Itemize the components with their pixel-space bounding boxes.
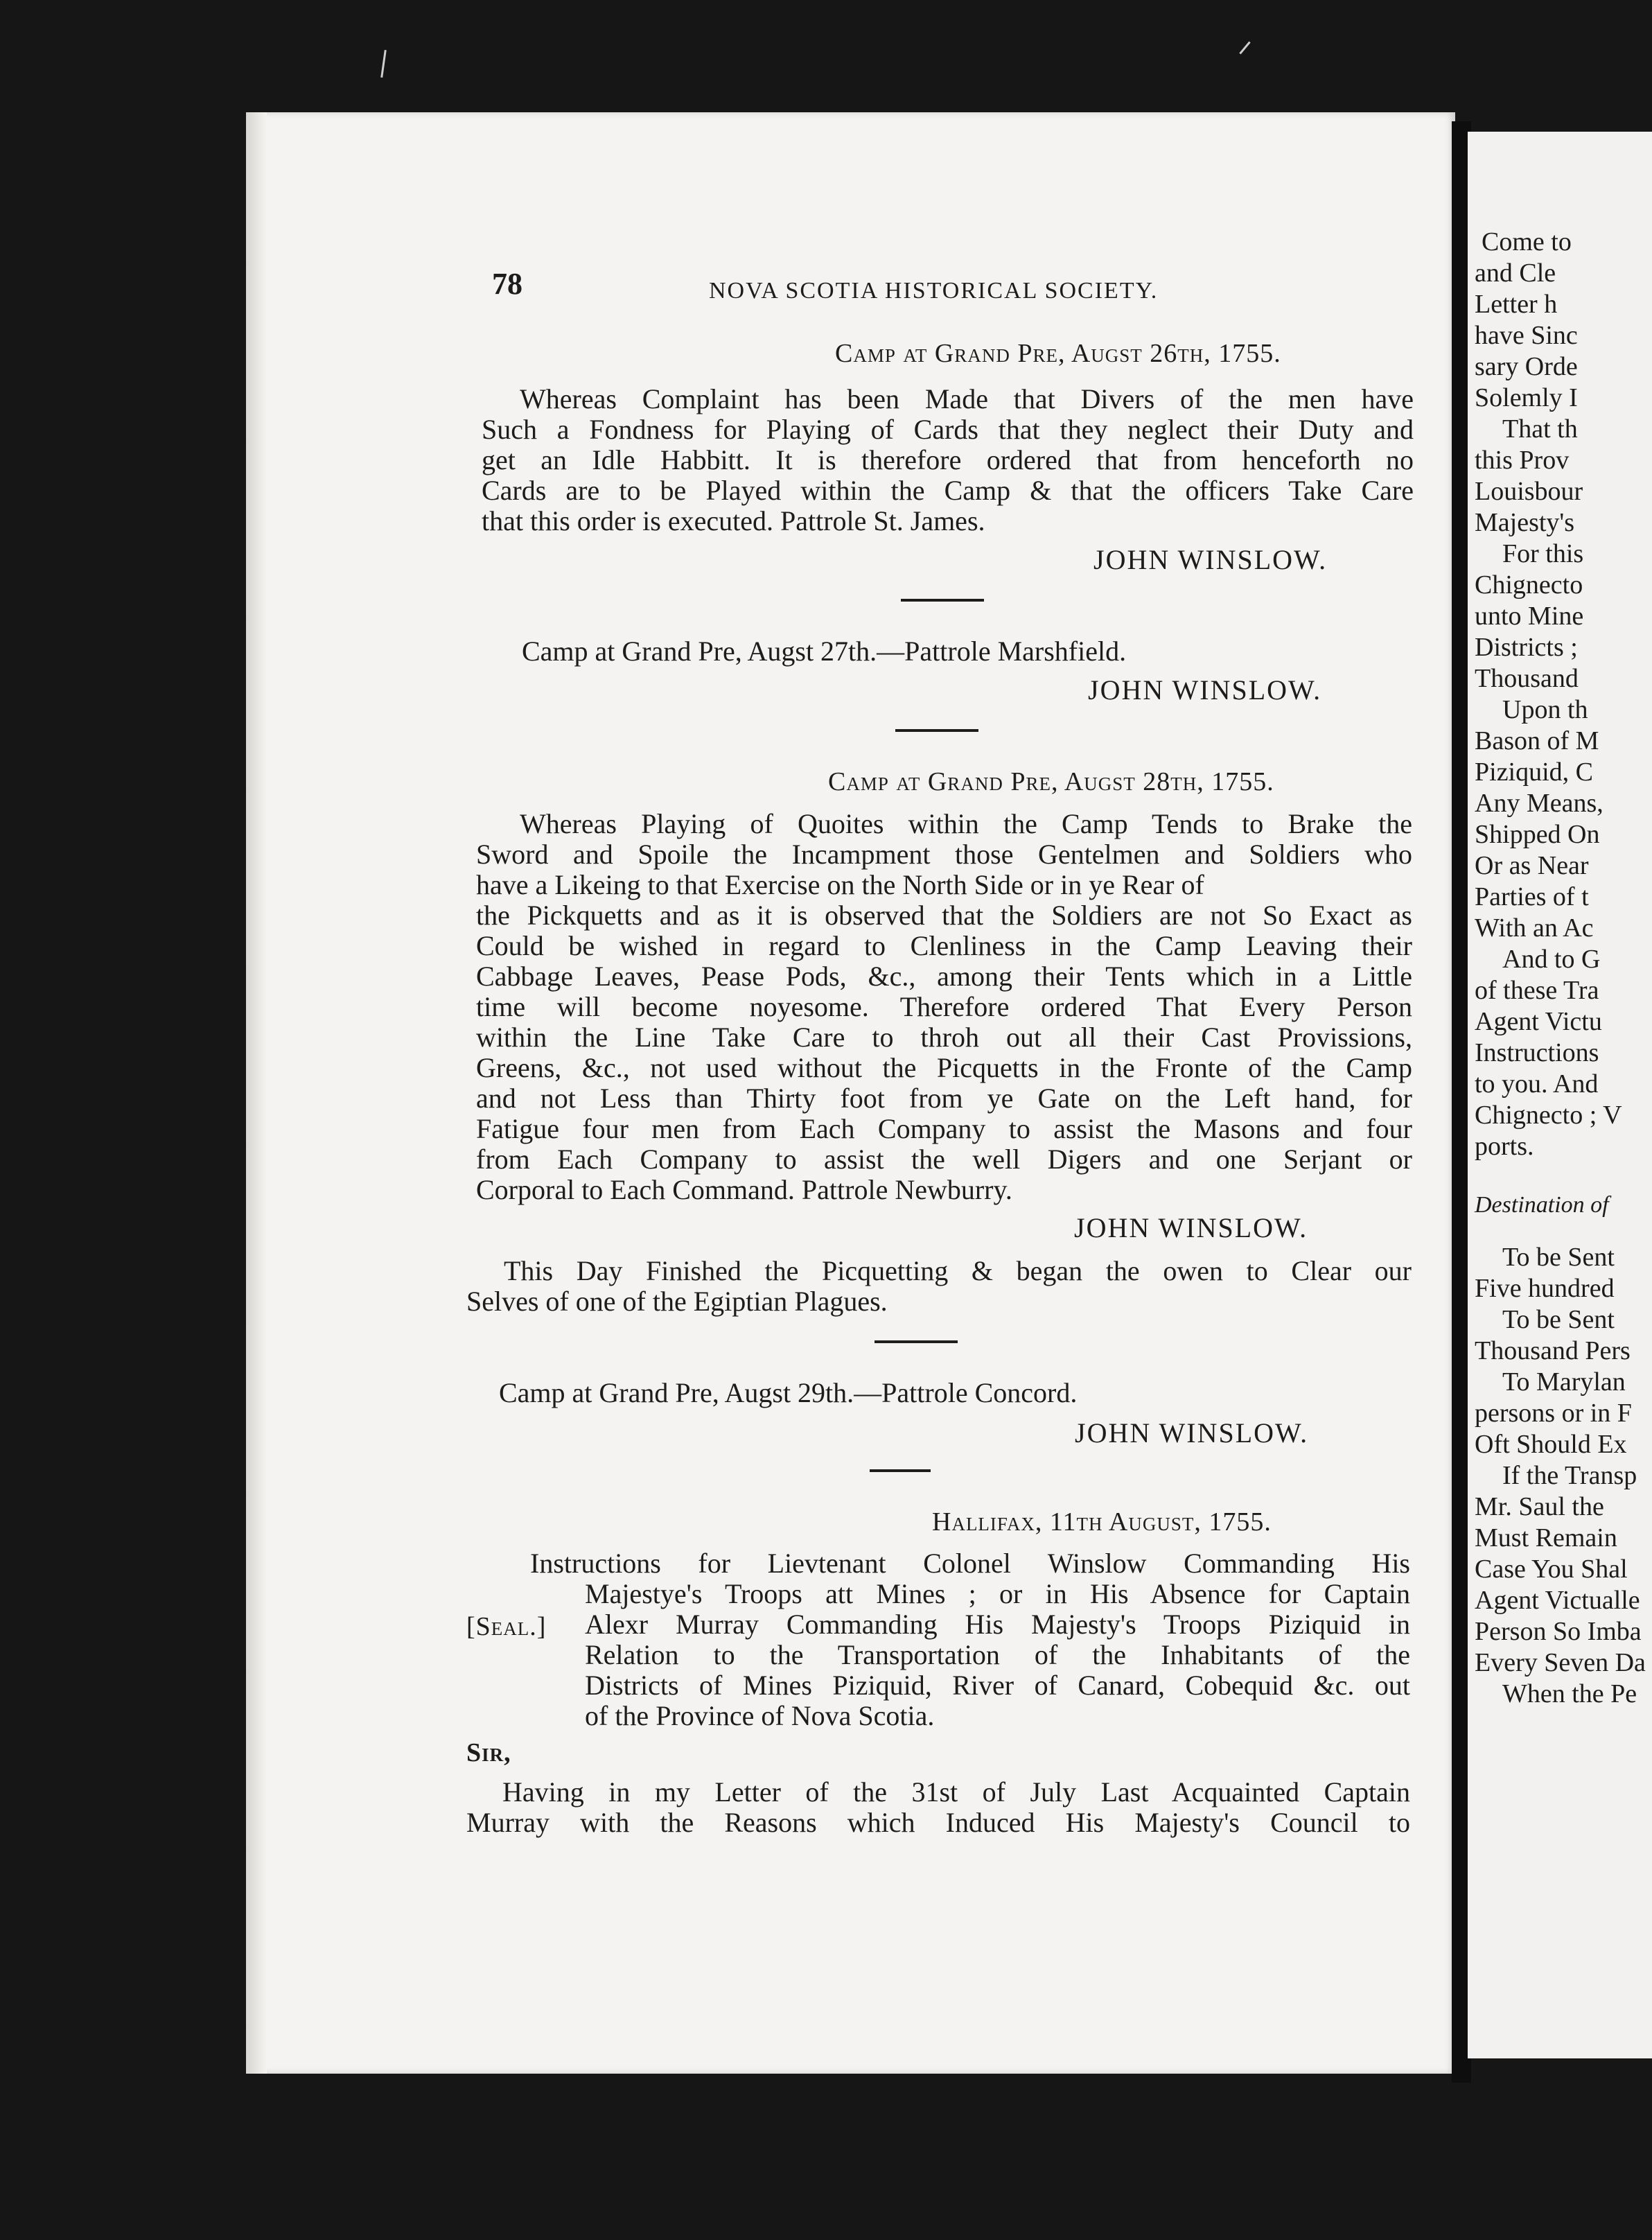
entry5-line: Alexr Murray Commanding His Majesty's Troops Piziquid in [585, 1609, 1410, 1640]
right-page-line: Come to [1482, 227, 1572, 256]
divider-rule [875, 1340, 958, 1343]
right-page-line: this Prov [1475, 446, 1570, 475]
right-page-line: Destination of [1475, 1192, 1609, 1218]
right-page-line: To be Sent [1502, 1243, 1615, 1272]
entry3-line: within the Line Take Care to throh out all their Cast Provissions, [476, 1022, 1412, 1053]
entry1-line: Such a Fondness for Playing of Cards that they neglect their Duty and [482, 414, 1414, 445]
running-head: NOVA SCOTIA HISTORICAL SOCIETY. [709, 278, 1159, 304]
right-page-line: And to G [1502, 945, 1601, 974]
entry3-line: Greens, &c., not used without the Picquetts in the Fronte of the Camp [476, 1052, 1412, 1083]
entry2-line: Camp at Grand Pre, Augst 27th.—Pattrole Marshfield. [522, 636, 1127, 667]
entry5-body-line: Murray with the Reasons which Induced His Majesty's Council to [466, 1807, 1410, 1838]
right-page-line: To be Sent [1502, 1305, 1615, 1334]
right-page-line: Must Remain [1475, 1523, 1617, 1552]
right-page-line: Or as Near [1475, 851, 1589, 880]
right-page-line: Agent Victu [1475, 1007, 1602, 1036]
right-page-line: Any Means, [1475, 789, 1603, 818]
entry5-line: Districts of Mines Piziquid, River of Canard, Cobequid &c. out [585, 1670, 1410, 1701]
right-page-line: and Cle [1475, 259, 1556, 288]
entry3-line: and not Less than Thirty foot from ye Gate on the Left hand, for [476, 1083, 1412, 1114]
entry3-line: Whereas Playing of Quoites within the Camp Tends to Brake the [520, 808, 1412, 839]
entry4-line: Camp at Grand Pre, Augst 29th.—Pattrole Concord. [499, 1377, 1078, 1408]
right-page-line: Oft Should Ex [1475, 1430, 1627, 1459]
entry3-line: Cabbage Leaves, Pease Pods, &c., among their Tents which in a Little [476, 961, 1412, 992]
divider-rule [901, 599, 984, 602]
entry5-line: Instructions for Lievtenant Colonel Winslow Commanding His [530, 1548, 1410, 1579]
right-page-line: To Marylan [1502, 1367, 1626, 1397]
entry1-heading: Camp at Grand Pre, Augst 26th, 1755. [835, 339, 1281, 368]
left-page [246, 112, 1455, 2074]
right-page-line: If the Transp [1502, 1461, 1637, 1490]
right-page-line: Louisbour [1475, 477, 1583, 506]
entry5-line: Majestye's Troops att Mines ; or in His Absence for Captain [585, 1578, 1410, 1609]
right-page [1468, 132, 1652, 2058]
right-page-line: Districts ; [1475, 633, 1578, 662]
right-page-line: of these Tra [1475, 976, 1599, 1005]
right-page-line: Every Seven Da [1475, 1648, 1646, 1677]
right-page-line: sary Orde [1475, 352, 1578, 381]
entry3-line: Corporal to Each Command. Pattrole Newburry. [476, 1174, 1012, 1205]
entry3-heading: Camp at Grand Pre, Augst 28th, 1755. [828, 767, 1274, 796]
right-page-line: Bason of M [1475, 726, 1599, 755]
right-page-line: Shipped On [1475, 820, 1600, 849]
entry3-line: from Each Company to assist the well Digers and one Serjant or [476, 1144, 1412, 1175]
entry5-body-line: Having in my Letter of the 31st of July Last Acquainted Captain [502, 1776, 1410, 1808]
divider-rule [870, 1469, 931, 1472]
salutation: Sir, [466, 1738, 511, 1767]
entry5-line: Relation to the Transportation of the Inhabitants of the [585, 1639, 1410, 1670]
entry3-line: the Pickquetts and as it is observed that the Soldiers are not So Exact as [476, 900, 1412, 931]
right-page-line: Case You Shal [1475, 1555, 1628, 1584]
entry5-line: of the Province of Nova Scotia. [585, 1700, 935, 1731]
entry3-line: Could be wished in regard to Clenliness in the Camp Leaving their [476, 930, 1412, 961]
right-page-line: to you. And [1475, 1069, 1599, 1099]
right-page-line: Chignecto [1475, 570, 1583, 600]
entry1-line: Cards are to be Played within the Camp & that the officers Take Care [482, 475, 1414, 506]
entry3-note-line: This Day Finished the Picquetting & began the owen to Clear our [504, 1255, 1412, 1286]
right-page-line: Piziquid, C [1475, 758, 1594, 787]
right-page-line: For this [1502, 539, 1584, 568]
right-page-line: Thousand [1475, 664, 1579, 693]
seal-mark: [Seal.] [466, 1612, 547, 1641]
right-page-line: unto Mine [1475, 602, 1584, 631]
entry4-signature: JOHN WINSLOW. [1075, 1417, 1309, 1449]
right-page-line: Chignecto ; V [1475, 1101, 1622, 1130]
right-page-line: Thousand Pers [1475, 1336, 1631, 1365]
right-page-line: Upon th [1502, 695, 1588, 724]
entry3-signature: JOHN WINSLOW. [1074, 1212, 1308, 1243]
entry3-line: Fatigue four men from Each Company to assist the Masons and four [476, 1113, 1412, 1144]
right-page-line: Instructions [1475, 1038, 1599, 1067]
right-page-line: Letter h [1475, 290, 1558, 319]
entry1-line: get an Idle Habbitt. It is therefore ordered that from henceforth no [482, 444, 1414, 475]
entry2-signature: JOHN WINSLOW. [1088, 674, 1322, 706]
entry3-line: have a Likeing to that Exercise on the North Side or in ye Rear of [476, 869, 1204, 900]
right-page-line: persons or in F [1475, 1399, 1632, 1428]
entry1-line: Whereas Complaint has been Made that Divers of the men have [520, 383, 1414, 414]
right-page-line: Parties of t [1475, 882, 1589, 911]
entry3-line: time will become noyesome. Therefore ordered That Every Person [476, 991, 1412, 1022]
right-page-line: Agent Victualle [1475, 1586, 1640, 1615]
page-number: 78 [492, 267, 522, 301]
entry5-heading: Hallifax, 11th August, 1755. [932, 1507, 1272, 1537]
right-page-line: When the Pe [1502, 1679, 1637, 1708]
right-page-line: Majesty's [1475, 508, 1575, 537]
right-page-line: With an Ac [1475, 913, 1594, 943]
entry3-line: Sword and Spoile the Incampment those Gentelmen and Soldiers who [476, 839, 1412, 870]
right-page-line: That th [1502, 414, 1578, 444]
right-page-line: Person So Imba [1475, 1617, 1642, 1646]
page-edge [246, 112, 267, 2074]
right-page-line: Mr. Saul the [1475, 1492, 1604, 1521]
right-page-line: Five hundred [1475, 1274, 1615, 1303]
right-page-line: Solemly I [1475, 383, 1578, 412]
right-page-line: have Sinc [1475, 321, 1578, 350]
right-page-line: ports. [1475, 1132, 1534, 1161]
entry1-line: that this order is executed. Pattrole St. James. [482, 505, 985, 536]
entry3-note-line: Selves of one of the Egiptian Plagues. [466, 1286, 888, 1317]
entry1-signature: JOHN WINSLOW. [1093, 544, 1328, 575]
divider-rule [895, 729, 978, 732]
